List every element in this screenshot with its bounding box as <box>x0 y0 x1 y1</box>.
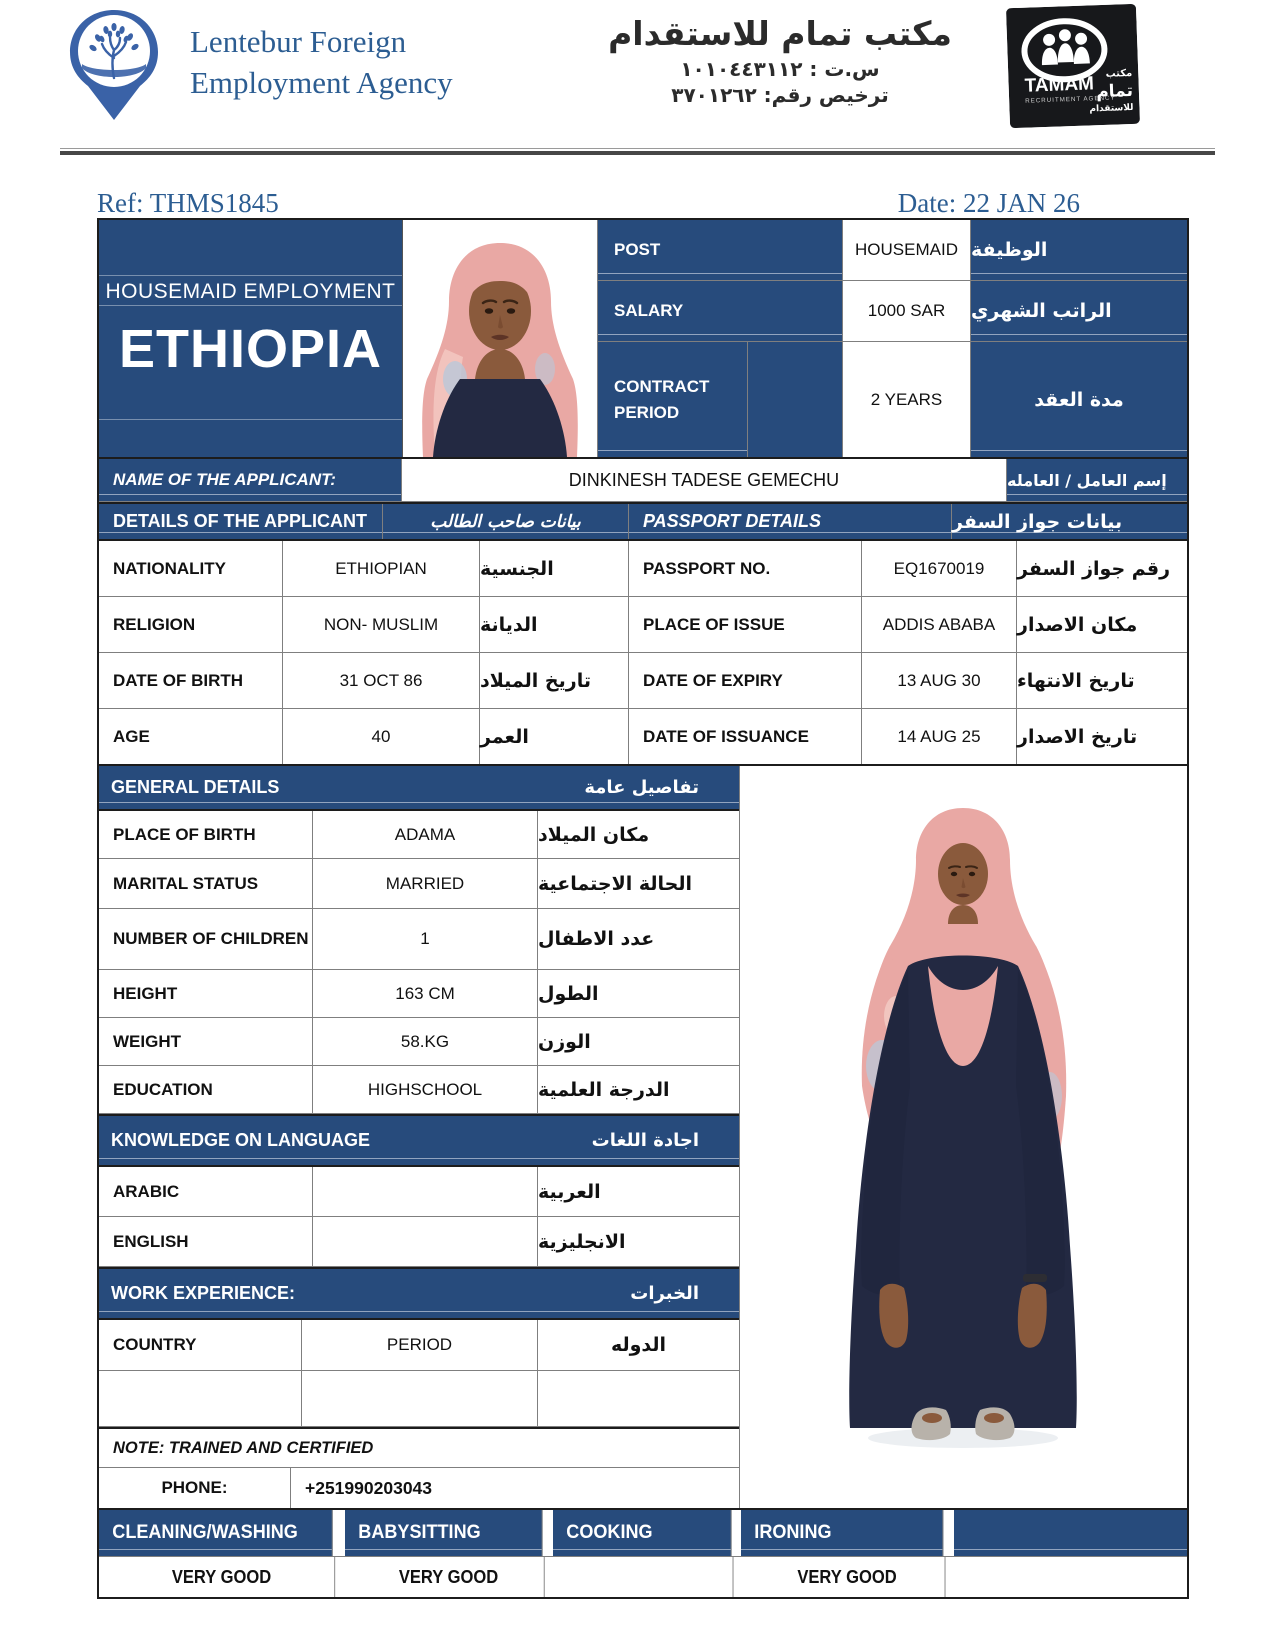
table-row <box>99 653 1187 709</box>
work-experience-columns-row <box>99 1320 739 1371</box>
banner-country: ETHIOPIA <box>118 319 383 379</box>
english-language-value <box>313 1217 538 1266</box>
skills-blank-value <box>963 1557 1177 1597</box>
phone-label: PHONE: <box>99 1468 291 1508</box>
post-row <box>598 220 1187 281</box>
document-date: Date: 22 JAN 26 <box>897 188 1080 218</box>
header-divider-thin <box>60 148 1215 149</box>
tamam-logo-tagline: RECRUITMENT AGENCY <box>1025 94 1116 105</box>
date-of-expiry-arabic: تاريخ الانتهاء <box>1017 669 1135 692</box>
contract-period-row <box>598 342 1187 457</box>
table-row <box>99 1217 739 1267</box>
general-details-header-ar: تفاصيل عامة <box>584 777 699 798</box>
date-of-issuance-label: DATE OF ISSUANCE <box>629 709 862 764</box>
passport-header-en: PASSPORT DETAILS <box>629 504 952 539</box>
passport-no-arabic: رقم جواز السفر <box>1017 557 1171 580</box>
passport-header-ar: بيانات جواز السفر <box>952 504 1187 539</box>
work-country-arabic-cell <box>538 1371 739 1426</box>
country-banner <box>99 220 403 457</box>
weight-label: WEIGHT <box>99 1018 313 1065</box>
general-details-header-en: GENERAL DETAILS <box>111 777 280 797</box>
place-of-issue-value: ADDIS ABABA <box>862 597 1017 652</box>
age-arabic: العمر <box>480 709 629 764</box>
applicant-name-row <box>99 459 1187 502</box>
ironing-value: VERY GOOD <box>750 1557 946 1597</box>
svg-text:للاستقدام: للاستقدام <box>1089 102 1134 115</box>
lower-section <box>99 766 1187 1508</box>
applicant-portrait-photo <box>403 220 598 457</box>
svg-text:مكتب: مكتب <box>1105 67 1133 80</box>
details-header-ar: بيانات صاحب الطالب <box>383 504 629 539</box>
education-value: HIGHSCHOOL <box>313 1066 538 1113</box>
place-of-birth-value: ADAMA <box>313 811 538 858</box>
place-of-birth-arabic: مكان الميلاد <box>538 823 650 846</box>
table-row <box>99 709 1187 766</box>
tamam-family-logo <box>1006 4 1140 128</box>
agency-name <box>190 22 453 104</box>
work-experience-empty-row <box>99 1371 739 1427</box>
work-experience-header-ar: الخبرات <box>630 1283 699 1304</box>
language-header-en: KNOWLEDGE ON LANGUAGE <box>111 1130 370 1150</box>
arabic-language-label: ARABIC <box>99 1167 313 1216</box>
general-details-header <box>99 766 739 811</box>
skills-values-row <box>99 1557 1187 1597</box>
header-divider-thick <box>60 151 1215 155</box>
date-of-birth-value: 31 OCT 86 <box>283 653 480 708</box>
applicant-name-value: DINKINESH TADESE GEMECHU <box>402 459 1007 501</box>
table-row <box>99 1018 739 1066</box>
salary-label: SALARY <box>598 281 843 341</box>
work-country-cell <box>99 1371 302 1426</box>
age-value: 40 <box>283 709 480 764</box>
date-of-issuance-arabic: تاريخ الاصدار <box>1017 725 1138 748</box>
country-column-arabic: الدوله <box>610 1334 667 1356</box>
salary-arabic: الراتب الشهري <box>971 281 1187 341</box>
religion-label: RELIGION <box>99 597 283 652</box>
phone-value: +251990203043 <box>305 1477 433 1498</box>
work-period-cell <box>302 1371 538 1426</box>
agency-name-line1: Lentebur Foreign <box>190 24 407 59</box>
date-of-issuance-value: 14 AUG 25 <box>862 709 1017 764</box>
language-header <box>99 1114 739 1167</box>
work-experience-header-en: WORK EXPERIENCE: <box>111 1283 296 1303</box>
number-of-children-arabic: عدد الاطفال <box>538 928 655 950</box>
applicant-name-arabic: إسم العامل / العامله <box>1007 459 1187 501</box>
height-value: 163 CM <box>313 970 538 1017</box>
brand-arabic-license-number: ترخيص رقم: ٣٧٠١٢٦٢ <box>671 83 889 107</box>
work-experience-header <box>99 1267 739 1320</box>
height-arabic: الطول <box>538 982 599 1005</box>
table-row <box>99 909 739 970</box>
nationality-arabic: الجنسية <box>480 541 629 596</box>
arabic-language-arabic: العربية <box>538 1180 601 1203</box>
phone-row <box>99 1468 739 1508</box>
skills-header-row <box>99 1508 1187 1557</box>
cooking-header: COOKING <box>553 1510 732 1556</box>
weight-arabic: الوزن <box>538 1030 591 1053</box>
contract-period-arabic: مدة العقد <box>971 342 1187 457</box>
brand-arabic-cr-number: س.ت : ١٠١٠٤٤٣١١٢ <box>680 57 880 81</box>
reference-line <box>97 188 1185 219</box>
section-headers-row <box>99 502 1187 541</box>
education-label: EDUCATION <box>99 1066 313 1113</box>
language-header-ar: اجادة اللغات <box>591 1130 699 1151</box>
salary-row <box>598 281 1187 342</box>
agency-name-line2: Employment Agency <box>190 64 453 100</box>
place-of-birth-label: PLACE OF BIRTH <box>99 811 313 858</box>
note-row <box>99 1427 739 1468</box>
religion-arabic: الديانة <box>480 597 629 652</box>
marital-status-label: MARITAL STATUS <box>99 859 313 908</box>
note-text: NOTE: TRAINED AND CERTIFIED <box>113 1438 374 1457</box>
babysitting-header: BABYSITTING <box>345 1510 543 1556</box>
brand-arabic-title: مكتب تمام للاستقدام <box>608 14 952 53</box>
number-of-children-label: NUMBER OF CHILDREN <box>99 909 313 969</box>
weight-value: 58.KG <box>313 1018 538 1065</box>
post-arabic: الوظيفة <box>971 220 1187 280</box>
details-header-en: DETAILS OF THE APPLICANT <box>99 504 383 539</box>
marital-status-value: MARRIED <box>313 859 538 908</box>
svg-text:تمام: تمام <box>1095 80 1134 103</box>
table-row <box>99 597 1187 653</box>
brand-arabic-block <box>555 14 1005 107</box>
religion-value: NON- MUSLIM <box>283 597 480 652</box>
date-of-expiry-value: 13 AUG 30 <box>862 653 1017 708</box>
agency-tree-pin-icon <box>62 6 166 124</box>
reference-number: Ref: THMS1845 <box>97 188 279 218</box>
babysitting-value: VERY GOOD <box>353 1557 544 1597</box>
country-column-label: COUNTRY <box>99 1320 302 1370</box>
cv-table <box>97 218 1189 1599</box>
english-language-label: ENGLISH <box>99 1217 313 1266</box>
applicant-name-label: NAME OF THE APPLICANT: <box>99 459 402 501</box>
nationality-value: ETHIOPIAN <box>283 541 480 596</box>
contract-period-value: 2 YEARS <box>843 342 971 457</box>
table-row <box>99 1167 739 1217</box>
place-of-issue-label: PLACE OF ISSUE <box>629 597 862 652</box>
table-row <box>99 811 739 859</box>
education-arabic: الدرجة العلمية <box>538 1078 670 1101</box>
table-row <box>99 1066 739 1114</box>
general-details-column <box>99 766 740 1508</box>
applicant-full-body-photo <box>740 766 1187 1508</box>
nationality-label: NATIONALITY <box>99 541 283 596</box>
salary-value: 1000 SAR <box>843 281 971 341</box>
date-of-expiry-label: DATE OF EXPIRY <box>629 653 862 708</box>
ironing-header: IRONING <box>741 1510 943 1556</box>
passport-no-value: EQ1670019 <box>862 541 1017 596</box>
date-of-birth-label: DATE OF BIRTH <box>99 653 283 708</box>
contract-period-label: CONTRACT PERIOD <box>598 342 748 457</box>
table-row <box>99 541 1187 597</box>
cleaning-washing-header: CLEANING/WASHING <box>99 1510 333 1556</box>
height-label: HEIGHT <box>99 970 313 1017</box>
post-value: HOUSEMAID <box>843 220 971 280</box>
tamam-logo-name: TAMAM <box>1024 73 1095 97</box>
cleaning-washing-value: VERY GOOD <box>109 1557 335 1597</box>
marital-status-arabic: الحالة الاجتماعية <box>538 872 692 895</box>
job-summary-table <box>598 220 1187 457</box>
english-language-arabic: الانجليزية <box>538 1230 626 1253</box>
table-row <box>99 859 739 909</box>
period-column-label: PERIOD <box>302 1320 538 1370</box>
date-of-birth-arabic: تاريخ الميلاد <box>480 653 629 708</box>
arabic-language-value <box>313 1167 538 1216</box>
cooking-value <box>561 1557 734 1597</box>
place-of-issue-arabic: مكان الاصدار <box>1017 613 1138 636</box>
top-banner-row <box>99 220 1187 459</box>
passport-no-label: PASSPORT NO. <box>629 541 862 596</box>
post-label: POST <box>598 220 843 280</box>
age-label: AGE <box>99 709 283 764</box>
banner-subtitle: HOUSEMAID EMPLOYMENT <box>105 280 396 303</box>
number-of-children-value: 1 <box>313 909 538 969</box>
table-row <box>99 970 739 1018</box>
details-passport-rows <box>99 541 1187 766</box>
skills-blank-header <box>954 1510 1187 1556</box>
